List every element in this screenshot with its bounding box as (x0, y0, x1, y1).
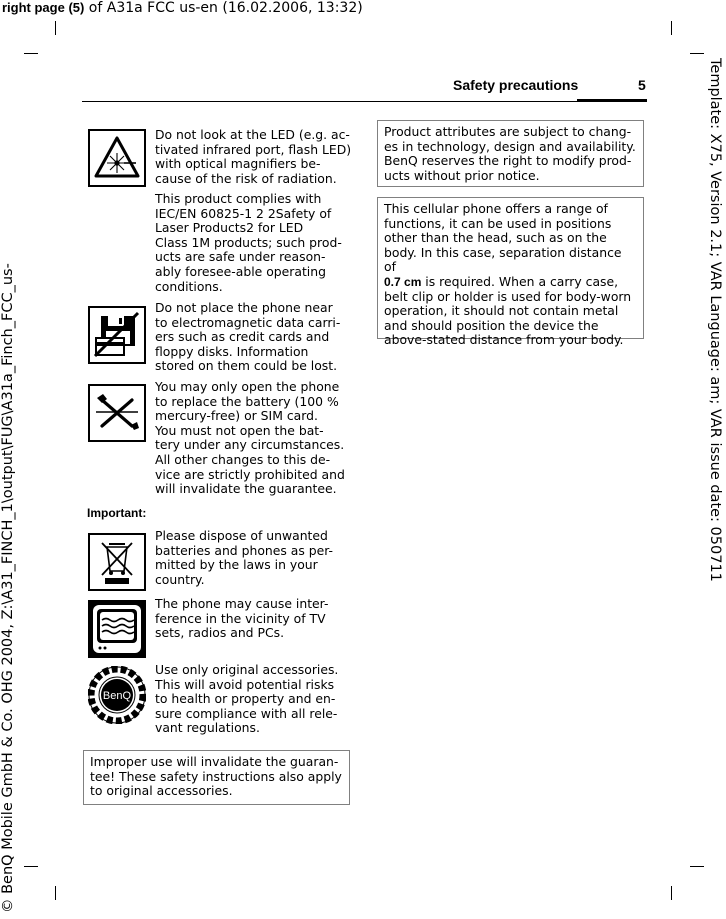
open-phone-text (155, 380, 353, 497)
product-attributes-box (377, 120, 644, 187)
text-line (384, 275, 637, 290)
text-line: to original accessories. (90, 783, 233, 799)
text-line: ucts without prior notice. (384, 167, 540, 183)
crop-mark (671, 886, 672, 900)
text-line: All other changes to this de- (155, 451, 331, 467)
text-line: ably foresee-able operating (155, 263, 326, 279)
text-line: Do not place the phone near (155, 300, 333, 315)
running-head-title: Safety precautions (453, 77, 579, 93)
crop-mark (24, 866, 38, 867)
magnetic-media-text (155, 301, 353, 374)
crop-mark (671, 21, 672, 35)
improper-use-box (83, 750, 350, 805)
laser-compliance-text (155, 192, 353, 294)
text-line: belt clip or holder is used for body-worn (384, 288, 632, 304)
print-header-rest: of A31a FCC us-en (16.02.2006, 13:32) (84, 0, 363, 16)
crop-mark (24, 53, 38, 54)
text-line: mitted by the laws in your (155, 557, 318, 573)
text-line: Product attributes are subject to chang- (384, 124, 632, 139)
text-line: vant regulations. (155, 720, 260, 736)
text-fragment: is required. When a carry case, (421, 273, 619, 289)
template-side-label: Template: X75, Version 2.1; VAR Language: am; VAR issue date: 050711 (707, 58, 723, 582)
copyright-side-text (0, 0, 22, 919)
text-line: ers such as credit cards and (155, 329, 330, 345)
interference-text (155, 597, 353, 641)
text-line: to electromagnetic data carri- (155, 314, 341, 330)
crop-mark (55, 886, 56, 900)
text-line: Laser Products2 for LED (155, 220, 304, 236)
text-line: tery under any circumstances. (155, 437, 345, 453)
crop-mark (690, 866, 704, 867)
text-line: This cellular phone offers a range of (384, 201, 608, 216)
text-line: cause of the risk of radiation. (155, 170, 337, 186)
print-header-bold: right page (5) (2, 0, 85, 15)
crossed-bin-icon (88, 533, 144, 589)
dispose-text (155, 529, 353, 587)
text-line: Class 1M products; such prod- (155, 234, 342, 250)
text-line: body. In this case, separation distance of (384, 244, 622, 275)
benq-seal-icon (88, 666, 144, 722)
no-tools-icon (88, 384, 144, 440)
text-line: es in technology, design and availability. (384, 138, 636, 154)
text-line: floppy disks. Information (155, 343, 309, 359)
text-line: Use only original accessories. (155, 662, 339, 677)
text-line: This will avoid potential risks (155, 676, 335, 692)
text-line: The phone may cause inter- (155, 596, 329, 611)
copyright-side-label: © BenQ Mobile GmbH & Co. OHG 2004, Z:\A31_FINCH_1\output\FUG\A31a_Finch_FCC_us- (0, 263, 16, 913)
text-line: IEC/EN 60825-1 2 2Safety of (155, 205, 332, 221)
text-line: You may only open the phone (155, 379, 340, 394)
text-line: vice are strictly prohibited and (155, 466, 345, 482)
print-header (2, 0, 363, 16)
text-line: You must not open the bat- (155, 422, 324, 438)
page-number: 5 (638, 77, 646, 93)
text-line: BenQ reserves the right to modify prod- (384, 153, 632, 169)
tv-interference-icon (88, 600, 144, 656)
text-line: to replace the battery (100 % (155, 393, 339, 409)
header-rule (82, 101, 647, 102)
text-line: with optical magnifiers be- (155, 156, 321, 172)
crop-mark (55, 21, 56, 35)
text-line: functions, it can be used in positions (384, 215, 612, 231)
text-line: This product complies with (155, 191, 322, 206)
text-line: conditions. (155, 278, 223, 294)
text-line: country. (155, 571, 205, 587)
laser-warning-icon (88, 129, 144, 185)
text-line: mercury-free) or SIM card. (155, 408, 318, 424)
text-line: sure compliance with all rele- (155, 705, 338, 721)
important-label: Important: (87, 506, 147, 520)
text-line: tivated infrared port, flash LED) (155, 141, 352, 157)
text-line: Do not look at the LED (e.g. ac- (155, 127, 350, 142)
text-line: operation, it should not contain metal (384, 303, 619, 319)
text-line: other than the head, such as on the (384, 230, 607, 246)
text-line: Improper use will invalidate the guaran- (90, 754, 339, 769)
header-rule-accent (577, 99, 647, 102)
text-line: to health or property and en- (155, 691, 336, 707)
text-line: tee! These safety instructions also apply (90, 768, 342, 784)
text-line: sets, radios and PCs. (155, 625, 285, 641)
template-side-text (703, 58, 725, 898)
text-line: batteries and phones as per- (155, 542, 334, 558)
no-magnetic-media-icon (88, 306, 144, 362)
accessories-text (155, 663, 353, 736)
benq-logo-text: BenQ (102, 690, 132, 702)
text-line: above-stated distance from your body. (384, 332, 624, 348)
text-line: Please dispose of unwanted (155, 528, 328, 543)
text-line: stored on them could be lost. (155, 358, 338, 374)
text-line: will invalidate the guarantee. (155, 481, 337, 497)
text-line: ucts are safe under reason- (155, 249, 326, 265)
body-worn-box (377, 197, 644, 348)
text-line: and should position the device the (384, 317, 599, 333)
text-line: ference in the vicinity of TV (155, 610, 326, 626)
led-warning-text (155, 128, 353, 186)
crop-mark (690, 53, 704, 54)
separation-distance: 0.7 cm (384, 274, 422, 289)
